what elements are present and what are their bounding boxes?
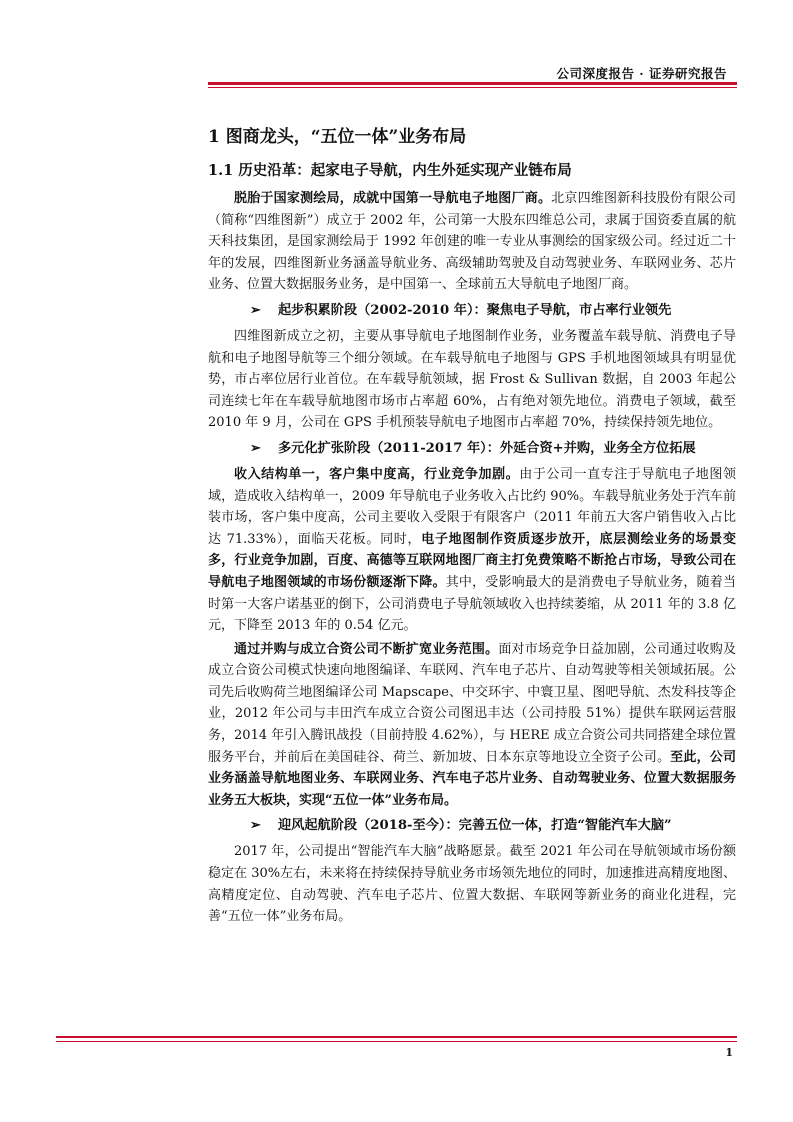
report-header-title: 公司深度报告 · 证券研究报告 xyxy=(556,66,727,81)
header-rule xyxy=(208,82,737,85)
section-heading-1-1: 1.1 历史沿革：起家电子导航，内生外延实现产业链布局 xyxy=(208,162,572,179)
paragraph-body: 北京四维图新科技股份有限公司（简称“四维图新”）成立于 2002 年，公司第一大股东四维总公司，隶属于国资委直属的航天科技集团，是国家测绘局于 1992 年创建的唯一专业从事测绘的国家级公司。经过近二十年的发展，四维图新业务涵盖导航业务、高级辅助驾驶及自动驾驶业务、车联网业务、芯片业务、位置大数据服务业务，是中国第一、全球前五大导航电子地图厂商。 xyxy=(208,191,736,293)
paragraph-body: 面对市场竞争日益加剧，公司通过收购及成立合资公司模式快速向地图编译、车联网、汽车电子芯片、自动驾驶等相关领域拓展。公司先后收购荷兰地图编译公司 Mapscape、中交环宇、中寰卫星、图吧导航、杰发科技等企业，2012 年公司与丰田汽车成立合资公司图迅丰达（公司持股 51%）提供车联网运营服务，2014 年引入腾讯战投（目前持股 4.62%），与 HERE 成立合资公司共同搭建全球位置服务平台，并前后在美国硅谷、荷兰、新加坡、日本东京等地设立全资子公司。 xyxy=(208,641,736,765)
paragraph-body: 由于公司一直专注于导航电子地图领域，造成收入结构单一，2009 年导航电子业务收入占比约 90%。车载导航业务处于汽车前装市场，客户集中度高，公司主要收入受限于有限客户（2011 年前五大客户销售收入占比达 71.33%），面临天花板。同时， xyxy=(208,466,736,547)
page-content xyxy=(208,124,736,928)
paragraph-emphasis: 电子地图制作资质逐步放开，底层测绘业务的场景变多，行业竞争加剧，百度、高德等互联网地图厂商主打免费策略不断抢占市场，导致公司在导航电子地图领域的市场份额逐渐下降。 xyxy=(208,531,736,590)
paragraph-lead: 收入结构单一，客户集中度高，行业竞争加剧。 xyxy=(234,466,520,482)
stage-title: 迎风起航阶段（2018-至今）：完善五位一体，打造“智能汽车大脑” xyxy=(278,818,672,834)
paragraph-body: 其中，受影响最大的是消费电子导航业务，随着当时第一大客户诺基亚的倒下，公司消费电子导航领域收入也持续萎缩，从 2011 年的 3.8 亿元，下降至 2013 年的 0.54 亿元。 xyxy=(208,574,736,634)
header-rule-thin xyxy=(208,87,737,88)
footer-rule xyxy=(56,1036,737,1038)
footer-rule-thin xyxy=(56,1041,737,1042)
paragraph-emphasis: 至此，公司业务涵盖导航地图业务、车联网业务、汽车电子芯片业务、自动驾驶业务、位置大数据服务业务五大板块，实现“五位一体”业务布局。 xyxy=(208,749,736,808)
arrow-bullet-icon: ➢ xyxy=(250,440,262,456)
paragraph-stage1: 四维图新成立之初，主要从事导航电子地图制作业务，业务覆盖车载导航、消费电子导航和电子地图导航等三个细分领域。在车载导航电子地图与 GPS 手机地图领域具有明显优势，市占率位居行业首位。在车载导航领域，据 Frost & Sullivan 数据，自 2003 年起公司连续七年在车载导航地图市场市占率超 60%，占有绝对领先地位。消费电子领域，截至 2010 年 9 月，公司在 GPS 手机预装导航电子地图市占率超 70%，持续保持领先地位。 xyxy=(208,328,736,431)
paragraph-stage2-expansion xyxy=(208,639,736,812)
stage-title: 多元化扩张阶段（2011-2017 年）：外延合资+并购，业务全方位拓展 xyxy=(278,440,696,456)
paragraph-origin xyxy=(208,188,736,296)
stage-heading-1 xyxy=(208,300,736,322)
arrow-bullet-icon: ➢ xyxy=(250,818,262,834)
arrow-bullet-icon: ➢ xyxy=(250,302,262,318)
page-number: 1 xyxy=(725,1046,733,1059)
section-heading-1: 1 图商龙头，“五位一体”业务布局 xyxy=(208,127,467,147)
paragraph-stage3: 2017 年，公司提出“智能汽车大脑”战略愿景。截至 2021 年公司在导航领域市场份额稳定在 30%左右，未来将在持续保持导航业务市场领先地位的同时，加速推进高精度地图、高精度定位、自动驾驶、汽车电子芯片、位置大数据、车联网等新业务的商业化进程，完善“五位一体”业务布局。 xyxy=(208,844,736,925)
paragraph-stage2-income xyxy=(208,464,736,637)
stage-heading-2 xyxy=(208,438,736,460)
stage-title: 起步积累阶段（2002-2010 年）：聚焦电子导航，市占率行业领先 xyxy=(278,302,672,318)
paragraph-lead: 通过并购与成立合资公司不断扩宽业务范围。 xyxy=(234,641,499,657)
paragraph-lead: 脱胎于国家测绘局，成就中国第一导航电子地图厂商。 xyxy=(234,191,552,206)
stage-heading-3 xyxy=(208,815,736,837)
